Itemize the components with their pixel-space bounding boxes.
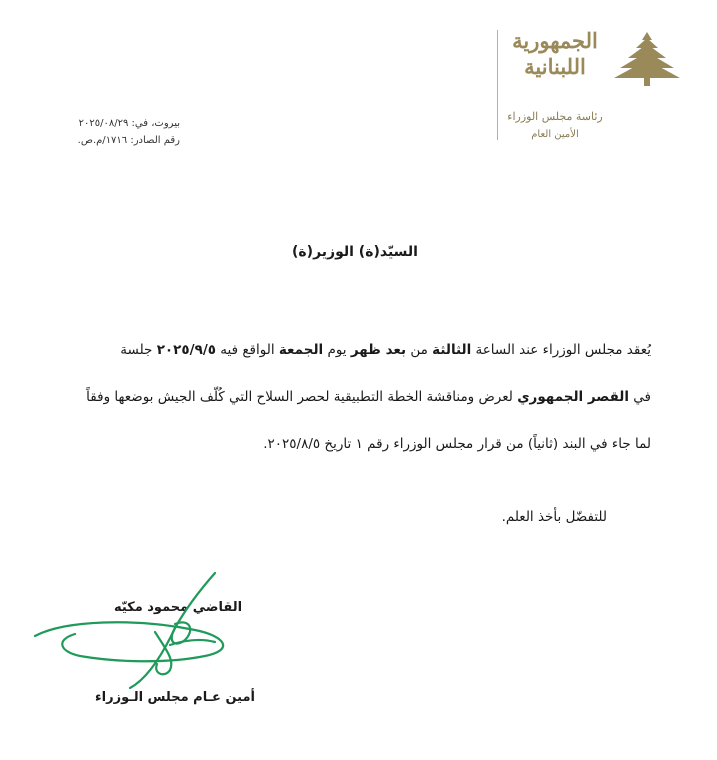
republic-line-2: اللبنانية [524, 54, 586, 79]
signer-name: القاضي محمود مكيّه [113, 600, 243, 615]
bold-period: بعد ظهر [350, 342, 407, 358]
text-segment: يوم [323, 342, 351, 358]
secretary-general-title: الأمين العام [531, 129, 579, 140]
body-line-1 [120, 342, 651, 358]
reference-number: رقم الصادر: ١٧١٦/م.ص. [77, 135, 180, 146]
text-segment: الواقع فيه [216, 342, 279, 358]
bold-venue: القصر الجمهوري [517, 389, 629, 405]
text-segment: من [406, 342, 433, 358]
bold-date: ٢٠٢٥/٩/٥ [156, 342, 216, 358]
bold-day: الجمعة [278, 342, 324, 358]
signer-title: أمين عـام مجلس الـوزراء [95, 690, 255, 705]
bold-time: الثالثة [432, 342, 472, 358]
cedar-emblem-icon [612, 30, 682, 88]
handwritten-signature [25, 570, 255, 700]
body-line-2 [86, 389, 651, 405]
body-line-3: لما جاء في البند (ثانياً) من قرار مجلس الوزراء رقم ١ تاريخ ٢٠٢٥/٨/٥. [263, 436, 651, 452]
closing-line: للتفضّل بأخذ العلم. [501, 509, 607, 525]
text-segment: في [629, 389, 651, 405]
presidency-title: رئاسة مجلس الوزراء [507, 110, 603, 123]
header-divider [497, 30, 498, 140]
text-segment: جلسة [120, 342, 157, 358]
addressee: السيّد(ة) الوزير(ة) [292, 244, 418, 260]
republic-title [500, 28, 610, 80]
republic-line-1: الجمهورية [512, 28, 598, 53]
text-segment: يُعقد مجلس الوزراء عند الساعة [471, 342, 651, 358]
text-segment: لعرض ومناقشة الخطة التطبيقية لحصر السلاح التي كُلّف الجيش بوضعها وفقاً [86, 389, 518, 405]
date-line: بيروت، في: ٢٠٢٥/٠٨/٢٩ [78, 118, 180, 129]
